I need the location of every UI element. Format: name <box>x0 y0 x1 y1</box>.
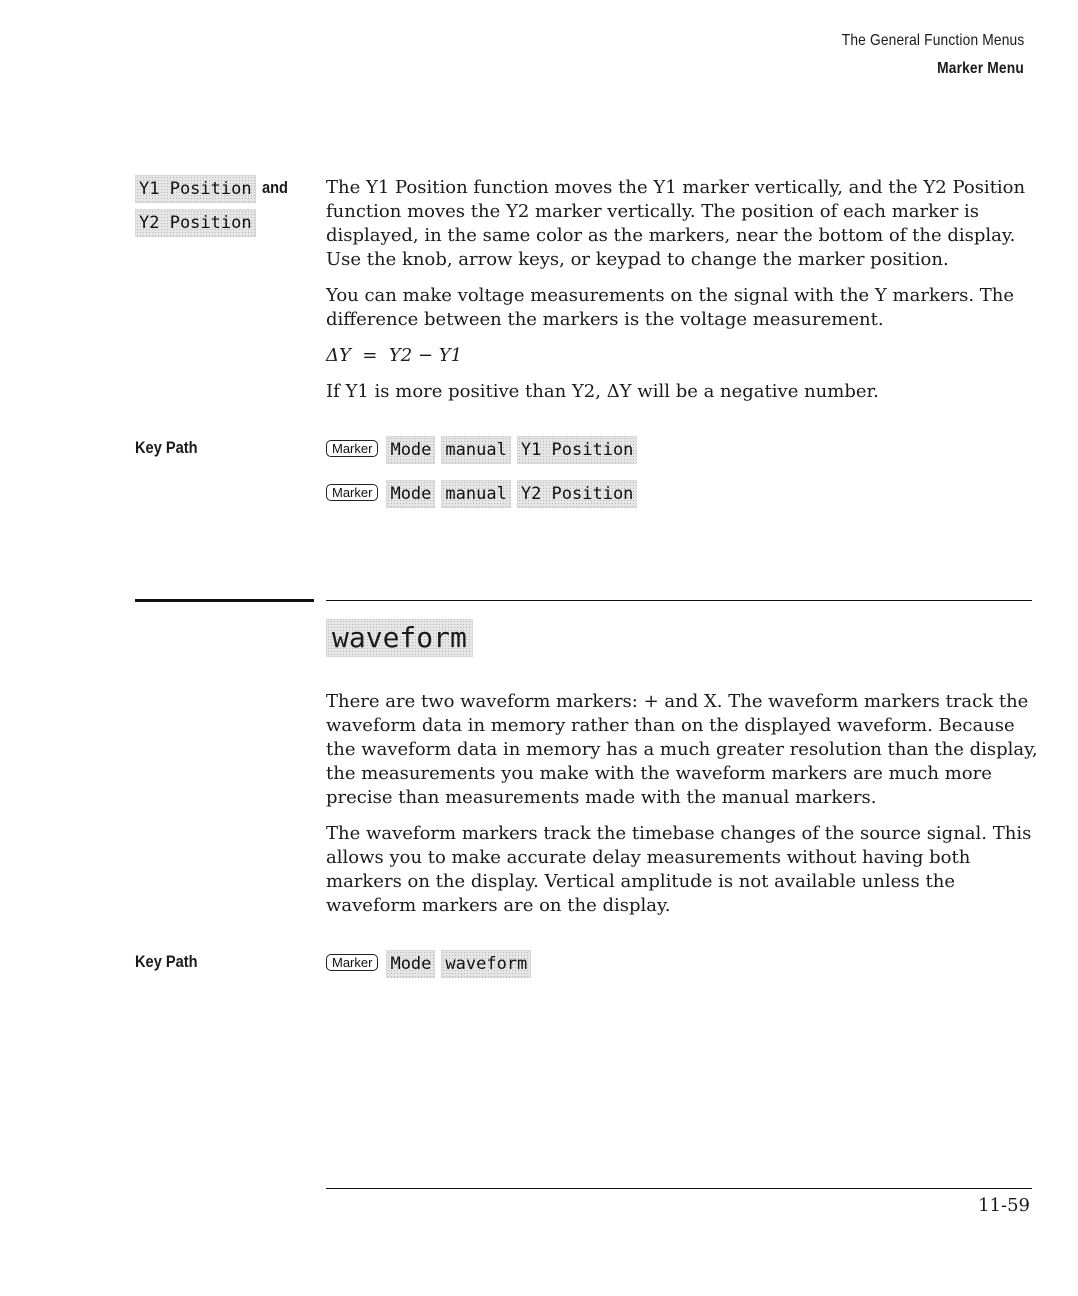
y2-position-softkey-path[interactable]: Y2 Position <box>517 480 638 508</box>
waveform-body <box>326 690 1038 930</box>
delta-y-equation <box>326 344 1038 368</box>
section-divider-thick <box>135 599 314 602</box>
heading-joiner: and <box>261 178 288 197</box>
manual-softkey[interactable]: manual <box>441 436 510 464</box>
section-header: Marker Menu <box>937 60 1024 77</box>
mode-softkey[interactable]: Mode <box>386 480 435 508</box>
chapter-header: The General Function Menus <box>841 32 1024 49</box>
y2-position-softkey: Y2 Position <box>135 209 256 237</box>
marker-hardkey[interactable]: Marker <box>326 440 378 457</box>
waveform-paragraph-1: There are two waveform markers: + and X. The waveform markers track the waveform data in memory rather than on the displayed waveform. Because the waveform data in memory has a much greater resolution than the display, the measurements you make with the waveform markers are much more precise than measurements made with the manual markers. <box>326 691 1038 808</box>
y-position-paragraph-2: You can make voltage measurements on the signal with the Y markers. The difference between the markers is the voltage measurement. <box>326 285 1015 330</box>
y-position-body <box>326 176 1038 416</box>
mode-softkey[interactable]: Mode <box>386 950 435 978</box>
key-path-row-waveform <box>326 950 537 978</box>
manual-softkey[interactable]: manual <box>441 480 510 508</box>
marker-hardkey[interactable]: Marker <box>326 954 378 971</box>
marker-hardkey[interactable]: Marker <box>326 484 378 501</box>
footer-rule <box>326 1188 1032 1189</box>
y-position-paragraph-1: The Y1 Position function moves the Y1 marker vertically, and the Y2 Position function moves the Y2 marker vertically. The position of each marker is displayed, in the same color as the markers, near the bottom of the display. Use the knob, arrow keys, or keypad to change the marker position. <box>326 177 1026 270</box>
key-path-label: Key Path <box>135 952 198 971</box>
y-position-heading <box>135 175 292 237</box>
key-path-row-y1 <box>326 436 643 464</box>
waveform-title: waveform <box>326 619 473 657</box>
waveform-paragraph-2: The waveform markers track the timebase changes of the source signal. This allows you to make accurate delay measurements without having both markers on the display. Vertical amplitude is not available unless the waveform markers are on the display. <box>326 823 1032 916</box>
mode-softkey[interactable]: Mode <box>386 436 435 464</box>
y1-position-softkey: Y1 Position <box>135 175 256 203</box>
waveform-softkey[interactable]: waveform <box>441 950 531 978</box>
y-position-paragraph-3: If Y1 is more positive than Y2, ΔY will be a negative number. <box>326 381 879 402</box>
equation-lhs: ΔY <box>326 345 351 366</box>
equation-rhs: Y2 − Y1 <box>388 345 463 366</box>
key-path-row-y2 <box>326 480 643 508</box>
y1-position-softkey-path[interactable]: Y1 Position <box>517 436 638 464</box>
page-number: 11-59 <box>978 1195 1030 1216</box>
key-path-label: Key Path <box>135 438 198 457</box>
equation-equals: = <box>362 345 378 366</box>
section-divider-thin <box>326 600 1032 601</box>
